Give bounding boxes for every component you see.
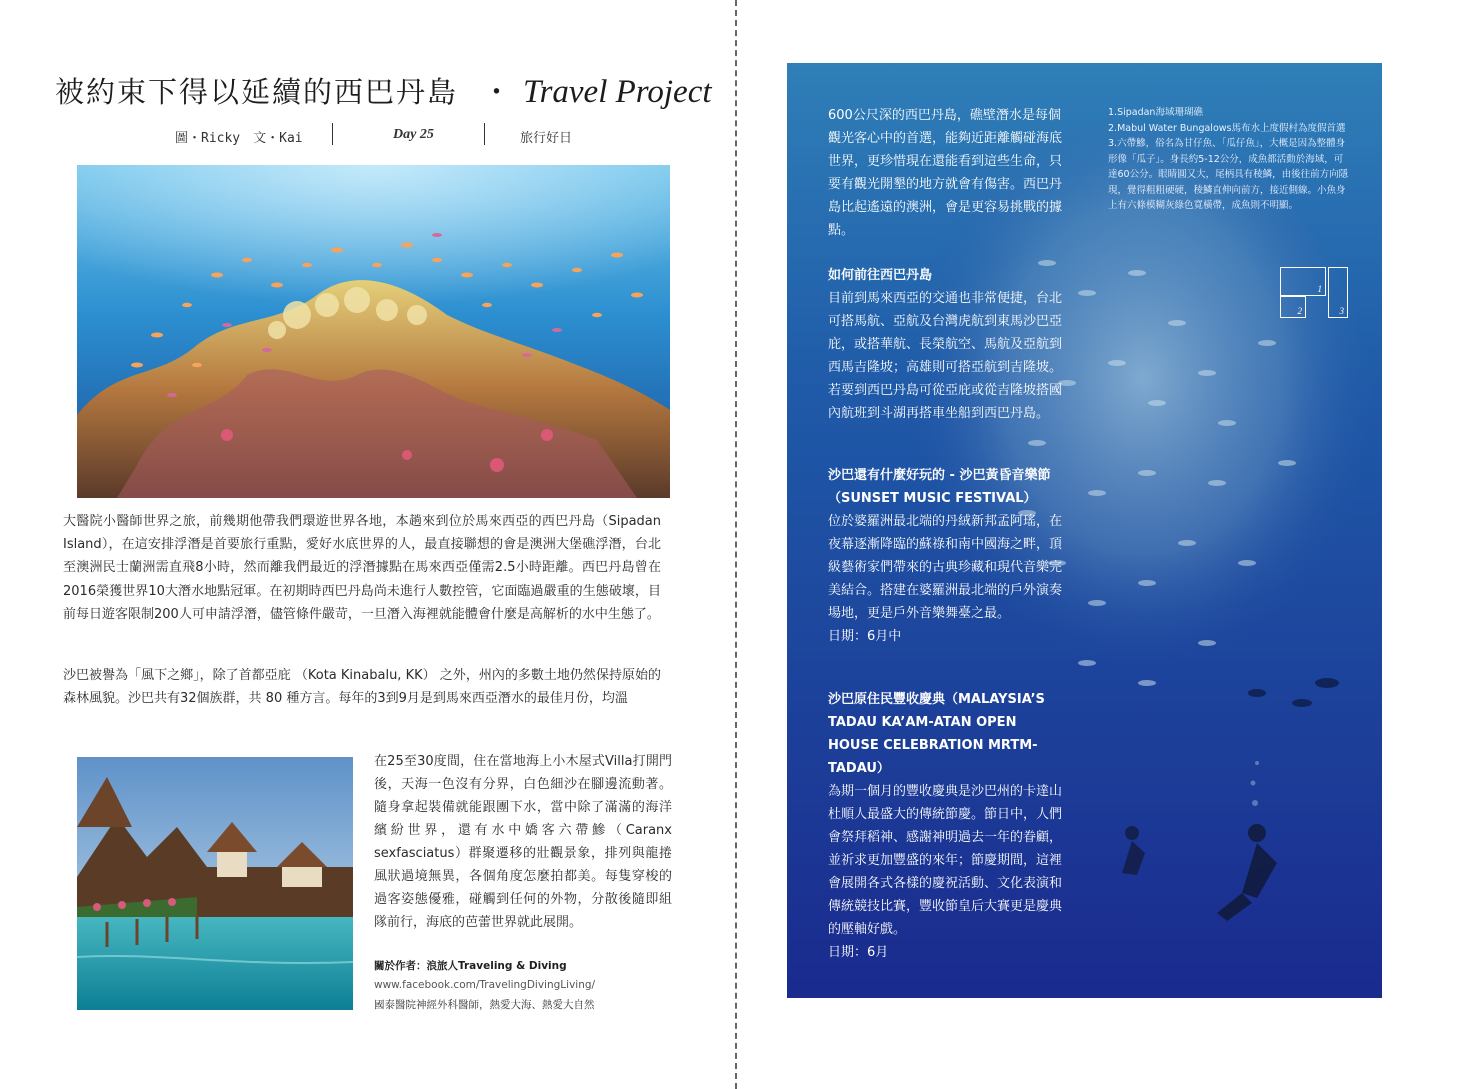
byline-column: 旅行好日: [520, 131, 573, 146]
water-bungalow-photo: [77, 757, 353, 1010]
photo-captions: [1108, 105, 1350, 214]
photo-index-diagram: [1280, 267, 1348, 319]
title-dot: ・: [482, 75, 514, 109]
author-url-link[interactable]: www.facebook.com/TravelingDivingLiving/: [374, 979, 596, 991]
section-music-festival-body: 位於婆羅洲最北端的丹絨新邦孟阿瑤，在夜幕逐漸降臨的蘇祿和南中國海之畔，頂級藝術家們帶來的古典珍藏和現代音樂完美結合。搭建在婆羅洲最北端的戶外演奏場地，更是戶外音樂舞臺之最。: [828, 514, 1063, 621]
byline-separator: [484, 123, 485, 145]
article-paragraph-2: 沙巴被譽為「風下之鄉」，除了首都亞庇 （Kota Kinabalu, KK） 之外，州內的多數土地仍然保持原始的森林風貌。沙巴共有32個族群，共 80 種方言。每年的3到9月是到馬來西亞潛水的最佳月份，均溫: [63, 668, 661, 707]
author-bio: 國泰醫院神經外科醫師，熱愛大海、熱愛大自然: [374, 999, 595, 1011]
photo-caption: 3.六帶鰺，俗名為甘仔魚、「瓜仔魚」，大概是因為整體身形像「瓜子」。身長約5-12公分，成魚都活動於海域，可達60公分。眼睛圓又大，尾柄具有稜鱗，由後往前方向隱現，覺得粗粗硬硬，稜鱗直伸向前方，接近側線。小魚身上有六條模糊灰綠色寬橫帶，成魚則不明顯。: [1108, 138, 1349, 211]
article-paragraph-1: 大醫院小醫師世界之旅，前幾期他帶我們環遊世界各地，本趟來到位於馬來西亞的西巴丹島（Sipadan Island），在這安排浮潛是首要旅行重點，愛好水底世界的人，最直接聯想的會是澳洲大堡礁浮潛，台北至澳洲民士蘭洲需直飛8小時，然而離我們最近的浮潛據點在馬來西亞僅需2.5小時距離。西巴丹島曾在2016榮獲世界10大潛水地點冠軍。在初期時西巴丹島尚未進行人數控管，它面臨過嚴重的生態破壞，目前每日遊客限制200人可申請浮潛，儘管條件嚴苛，一旦潛入海裡就能體會什麼是高解析的水中生態了。: [63, 514, 661, 622]
section-harvest-festival: [828, 688, 1068, 964]
article-paragraph-3: 在25至30度間，住在當地海上小木屋式Villa打開門後，天海一色沒有分界，白色細沙在腳邊流動著。隨身拿起裝備就能跟團下水，當中除了滿滿的海洋繽紛世界，還有水中嬌客六帶鰺（Caranx sexfasciatus）群聚遷移的壯觀景象，排列與龍捲風狀過境無異，各個角度怎麼拍都美。每隻穿梭的過客姿態優雅，碰觸到任何的外物，分散後隨即組隊前行，海底的芭蕾世界就此展開。: [374, 754, 672, 930]
section-music-festival: [828, 464, 1068, 648]
right-intro-paragraph: 600公尺深的西巴丹島，礁壁潛水是每個觀光客心中的首選，能夠近距離觸碰海底世界，更珍惜現在還能看到這些生命，只要有觀光開墾的地方就會有傷害。西巴丹島比起遙遠的澳洲，會是更容易挑戰的據點。: [828, 108, 1063, 238]
section-getting-there-body: 目前到馬來西亞的交通也非常便捷，台北可搭馬航、亞航及台灣虎航到東馬沙巴亞庇，或搭華航、長榮航空、馬航及亞航到西馬吉隆坡；高雄則可搭亞航到吉隆坡。若要到西巴丹島可從亞庇或從吉隆坡搭國內航班到斗湖再搭車坐船到西巴丹島。: [828, 291, 1063, 421]
section-music-festival-date: 日期：6月中: [828, 629, 902, 644]
title-english: Travel Project: [523, 74, 712, 110]
byline-day: Day 25: [393, 127, 434, 142]
photo-index-box: 1: [1280, 267, 1326, 296]
byline-credits: 圖・Ricky 文・Kai: [175, 131, 303, 146]
byline: [175, 123, 595, 147]
section-getting-there: [828, 264, 1068, 425]
section-music-festival-heading: 沙巴還有什麼好玩的 - 沙巴黃昏音樂節（SUNSET MUSIC FESTIVAL）: [828, 468, 1051, 506]
photo-index-box: 2: [1280, 296, 1306, 318]
section-harvest-festival-heading: 沙巴原住民豐收慶典（MALAYSIA’S TADAU KA’AM-ATAN OPEN HOUSE CELEBRATION MRTM- TADAU）: [828, 692, 1045, 776]
byline-separator: [332, 123, 333, 145]
section-harvest-festival-body: 為期一個月的豐收慶典是沙巴州的卡達山杜順人最盛大的傳統節慶。節日中，人們會祭拜稻神、感謝神明過去一年的眷顧，並祈求更加豐盛的來年；節慶期間，這裡會展開各式各樣的慶祝活動、文化表演和傳統競技比賽，豐收節皇后大賽更是慶典的壓軸好戲。: [828, 784, 1063, 937]
page-spread-divider: [735, 0, 737, 1089]
coral-reef-photo: [77, 165, 670, 498]
photo-index-box: 3: [1328, 267, 1348, 318]
article-title: [55, 70, 715, 114]
section-harvest-festival-date: 日期：6月: [828, 945, 889, 960]
author-info: [374, 958, 674, 1018]
photo-caption: 1.Sipadan海域珊瑚礁: [1108, 107, 1203, 118]
section-getting-there-heading: 如何前往西巴丹島: [828, 268, 933, 283]
title-chinese: 被約束下得以延續的西巴丹島: [55, 75, 459, 109]
author-heading: 關於作者：浪旅人Traveling & Diving: [374, 960, 567, 972]
photo-caption: 2.Mabul Water Bungalows馬布水上度假村為度假首選: [1108, 122, 1346, 134]
